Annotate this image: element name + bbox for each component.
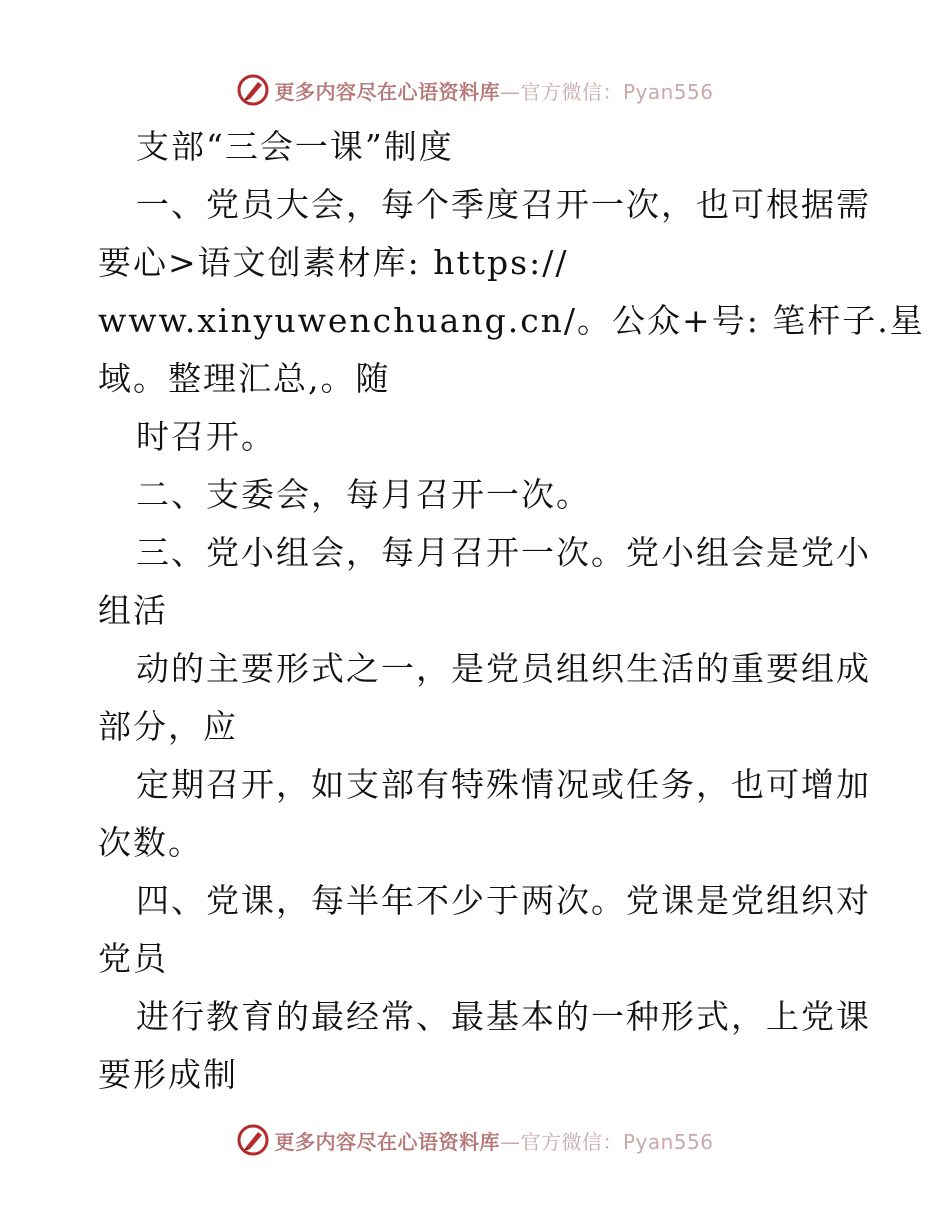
text-line: 要心>语文创素材库: https:// <box>98 243 569 282</box>
pen-logo-icon <box>236 1123 270 1157</box>
text-line: 时召开。 <box>136 417 276 456</box>
text-line: 组活 <box>98 591 168 630</box>
text-line: www.xinyuwenchuang.cn/。公众+号: 笔杆子.星 <box>98 301 925 340</box>
banner-highlight: 更多内容尽在心语资料库 <box>274 1129 500 1154</box>
text-line: 四、党课，每半年不少于两次。党课是党组织对 <box>136 881 871 920</box>
document-body <box>98 118 925 1104</box>
banner-highlight: 更多内容尽在心语资料库 <box>274 79 500 104</box>
text-line: 部分，应 <box>98 707 238 746</box>
header-watermark-banner <box>0 70 950 110</box>
text-line: 定期召开，如支部有特殊情况或任务，也可增加 <box>136 765 871 804</box>
text-line: 动的主要形式之一，是党员组织生活的重要组成 <box>136 649 871 688</box>
pen-logo-icon <box>236 73 270 107</box>
text-line: 要形成制 <box>98 1055 238 1094</box>
banner-text <box>274 76 713 105</box>
text-line: 支部“三会一课”制度 <box>136 127 454 166</box>
banner-rest: —官方微信：Pyan556 <box>499 79 714 104</box>
text-line: 三、党小组会，每月召开一次。党小组会是党小 <box>136 533 871 572</box>
text-line: 进行教育的最经常、最基本的一种形式，上党课 <box>136 997 871 1036</box>
text-line: 一、党员大会，每个季度召开一次，也可根据需 <box>136 185 871 224</box>
banner-text <box>274 1126 713 1155</box>
banner-rest: —官方微信：Pyan556 <box>499 1129 714 1154</box>
text-line: 次数。 <box>98 823 203 862</box>
text-line: 域。整理汇总,。随 <box>98 359 391 398</box>
text-line: 党员 <box>98 939 168 978</box>
text-line: 二、支委会，每月召开一次。 <box>136 475 591 514</box>
footer-watermark-banner <box>0 1120 950 1160</box>
